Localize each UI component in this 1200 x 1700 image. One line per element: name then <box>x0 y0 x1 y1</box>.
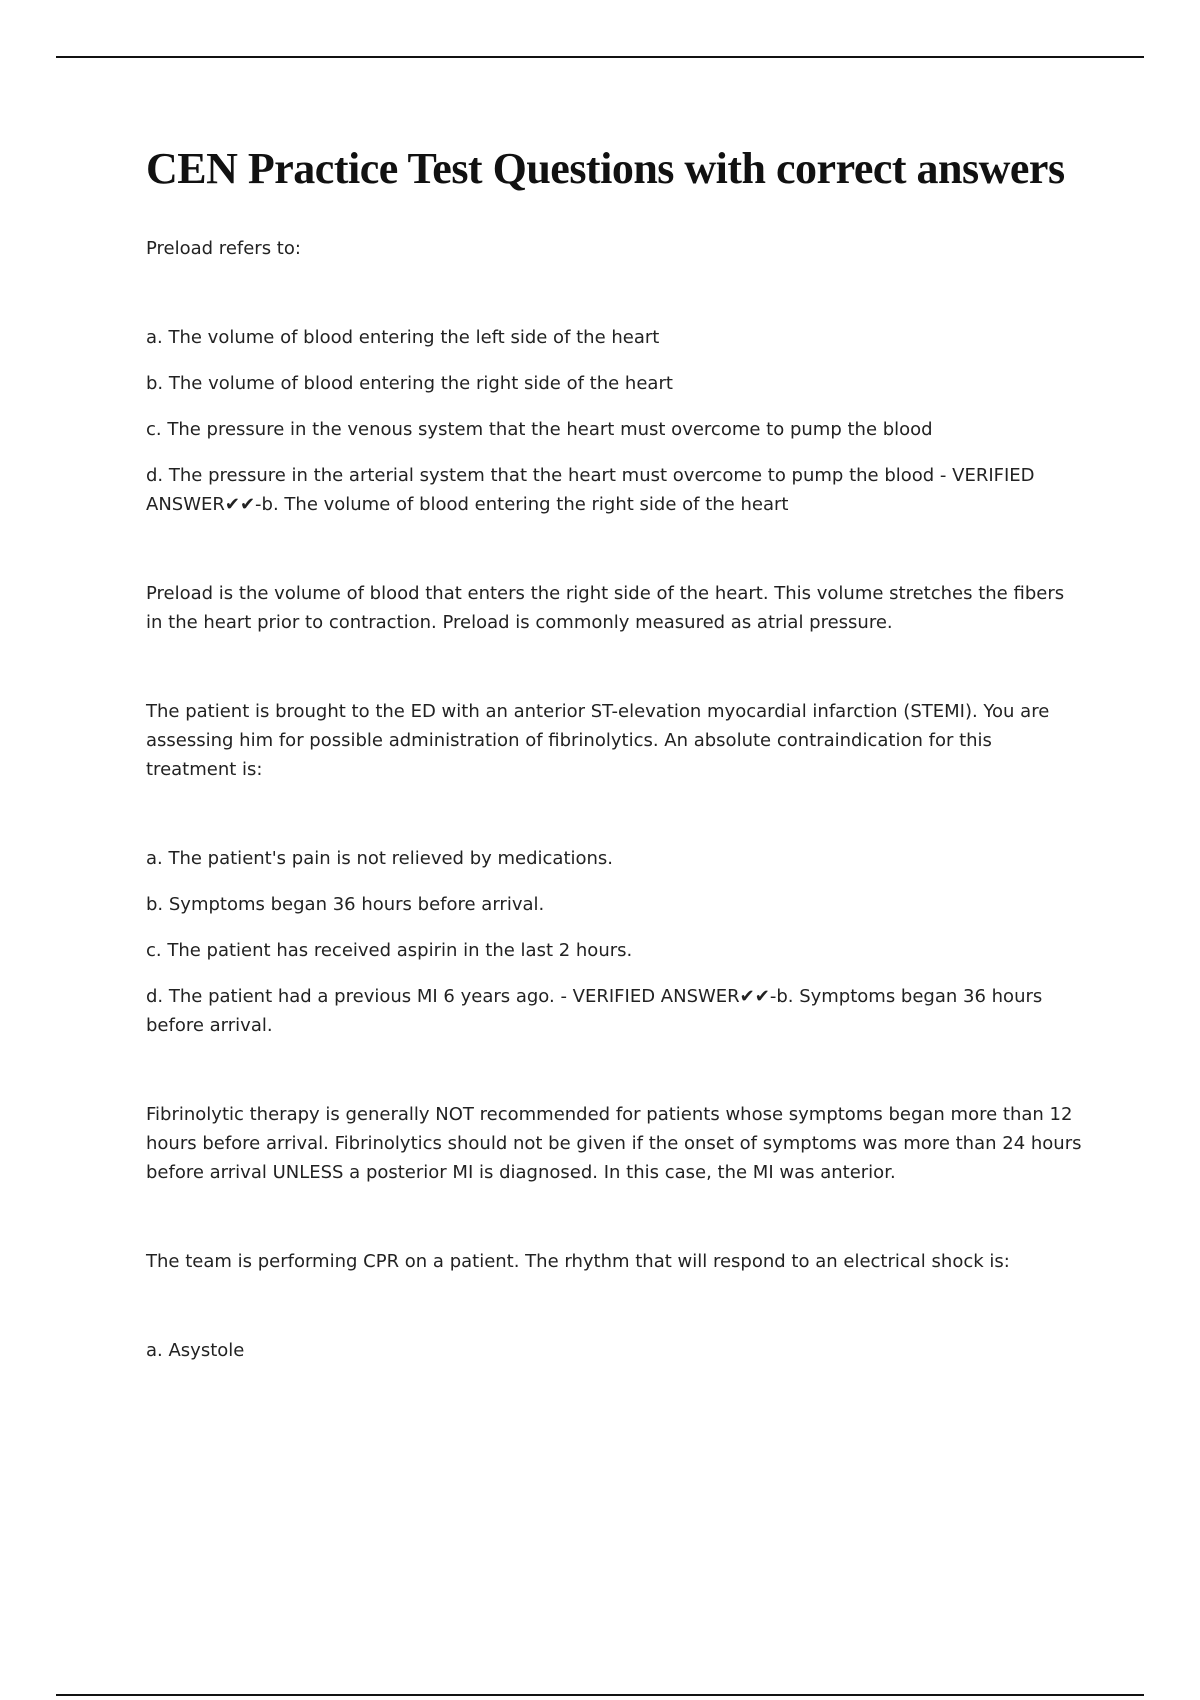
header-rule <box>56 56 1144 58</box>
question-2-explanation: Fibrinolytic therapy is generally NOT recommended for patients whose symptoms began more than 12 hours before arrival. Fibrinolytics should not be given if the onset of symptoms was more than 24 hours before arrival UNLESS a posterior MI is diagnosed. In this case, the MI was anterior. <box>146 1104 1082 1183</box>
question-1-stem: Preload refers to: <box>146 238 301 259</box>
question-1-explanation: Preload is the volume of blood that enters the right side of the heart. This volume stretches the fibers in the heart prior to contraction. Preload is commonly measured as atrial pressure. <box>146 583 1065 633</box>
question-3-option-a: a. Asystole <box>146 1340 245 1361</box>
question-1-option-b: b. The volume of blood entering the right side of the heart <box>146 373 673 394</box>
question-1-option-a: a. The volume of blood entering the left side of the heart <box>146 327 660 348</box>
document-body <box>146 142 1086 1382</box>
question-1-option-c: c. The pressure in the venous system that the heart must overcome to pump the blood <box>146 419 933 440</box>
question-3-stem: The team is performing CPR on a patient. The rhythm that will respond to an electrical shock is: <box>146 1251 1010 1272</box>
question-2-option-a: a. The patient's pain is not relieved by medications. <box>146 848 614 869</box>
question-2-stem: The patient is brought to the ED with an anterior ST-elevation myocardial infarction (STEMI). You are assessing him for possible administration of fibrinolytics. An absolute contraindication for this treatment is: <box>146 701 1050 780</box>
question-2-option-d-answer: d. The patient had a previous MI 6 years ago. - VERIFIED ANSWER✔✔-b. Symptoms began 36 hours before arrival. <box>146 986 1043 1036</box>
question-2-option-c: c. The patient has received aspirin in the last 2 hours. <box>146 940 633 961</box>
question-1-option-d-answer: d. The pressure in the arterial system that the heart must overcome to pump the blood - VERIFIED ANSWER✔✔-b. The volume of blood entering the right side of the heart <box>146 465 1035 515</box>
question-2-option-b: b. Symptoms began 36 hours before arrival. <box>146 894 545 915</box>
document-title: CEN Practice Test Questions with correct answers <box>146 144 1065 193</box>
footer-rule <box>56 1694 1144 1696</box>
